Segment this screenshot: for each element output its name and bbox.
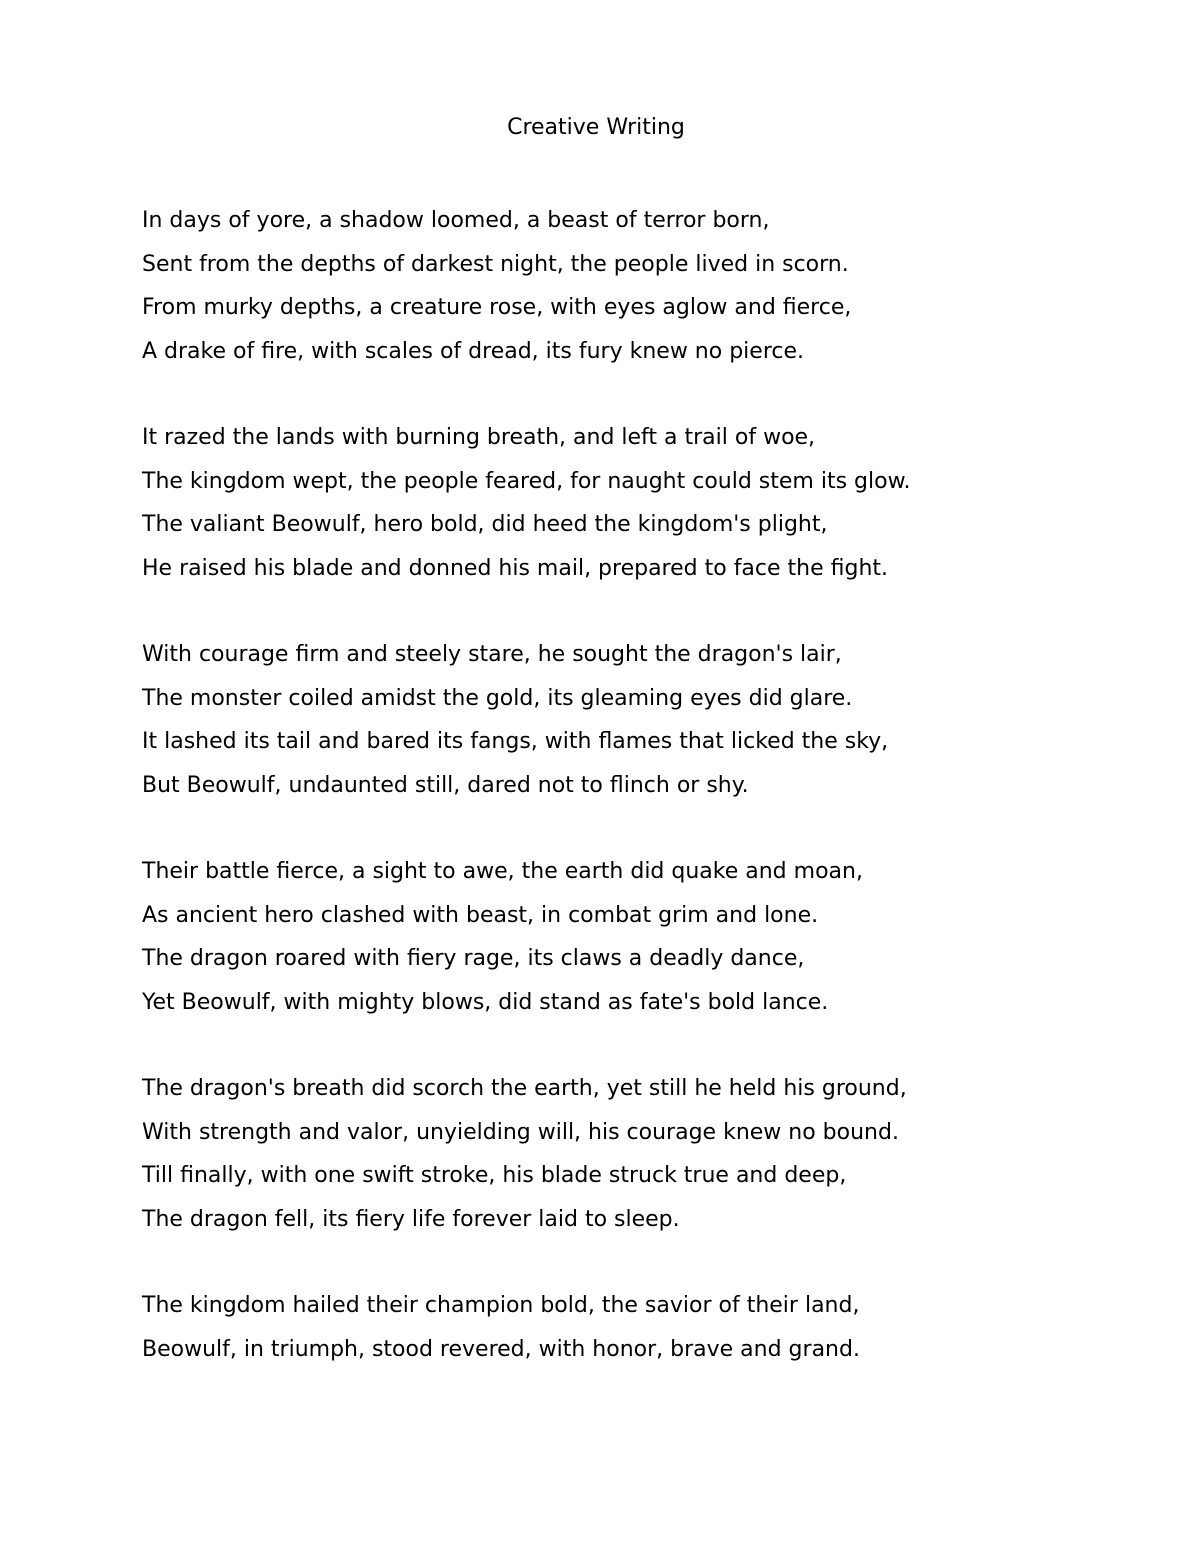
poem-line: Till finally, with one swift stroke, his blade struck true and deep, bbox=[142, 1163, 847, 1188]
poem-body bbox=[142, 199, 1142, 1414]
poem-line: With strength and valor, unyielding will, his courage knew no bound. bbox=[142, 1119, 899, 1145]
poem-line: In days of yore, a shadow loomed, a beast of terror born, bbox=[142, 208, 770, 233]
poem-line: The monster coiled amidst the gold, its gleaming eyes did glare. bbox=[142, 685, 853, 711]
poem-line: With courage firm and steely stare, he sought the dragon's lair, bbox=[142, 642, 842, 667]
poem-line: The dragon's breath did scorch the earth, yet still he held his ground, bbox=[142, 1076, 907, 1101]
poem-line: The dragon fell, its fiery life forever laid to sleep. bbox=[142, 1206, 680, 1232]
poem-line: The kingdom hailed their champion bold, the savior of their land, bbox=[142, 1293, 860, 1318]
stanza-1 bbox=[142, 199, 1142, 373]
poem-line: He raised his blade and donned his mail, prepared to face the fight. bbox=[142, 555, 889, 581]
stanza-3 bbox=[142, 633, 1142, 807]
poem-line: It razed the lands with burning breath, and left a trail of woe, bbox=[142, 425, 816, 450]
stanza-4 bbox=[142, 850, 1142, 1024]
poem-line: From murky depths, a creature rose, with eyes aglow and fierce, bbox=[142, 295, 852, 320]
poem-line: Beowulf, in triumph, stood revered, with honor, brave and grand. bbox=[142, 1336, 860, 1362]
stanza-5 bbox=[142, 1067, 1142, 1241]
poem-line: The valiant Beowulf, hero bold, did heed the kingdom's plight, bbox=[142, 512, 828, 537]
poem-line: The dragon roared with fiery rage, its claws a deadly dance, bbox=[142, 946, 805, 971]
poem-line: It lashed its tail and bared its fangs, with flames that licked the sky, bbox=[142, 729, 889, 754]
document-title: Creative Writing bbox=[507, 115, 685, 140]
poem-line: A drake of fire, with scales of dread, its fury knew no pierce. bbox=[142, 338, 804, 364]
poem-line: Their battle fierce, a sight to awe, the earth did quake and moan, bbox=[142, 859, 863, 884]
stanza-2 bbox=[142, 416, 1142, 590]
poem-line: But Beowulf, undaunted still, dared not to flinch or shy. bbox=[142, 772, 749, 798]
poem-line: The kingdom wept, the people feared, for naught could stem its glow. bbox=[142, 468, 911, 494]
stanza-6 bbox=[142, 1284, 1142, 1371]
poem-line: As ancient hero clashed with beast, in combat grim and lone. bbox=[142, 902, 819, 928]
poem-line: Sent from the depths of darkest night, the people lived in scorn. bbox=[142, 251, 849, 277]
poem-line: Yet Beowulf, with mighty blows, did stand as fate's bold lance. bbox=[142, 989, 829, 1015]
